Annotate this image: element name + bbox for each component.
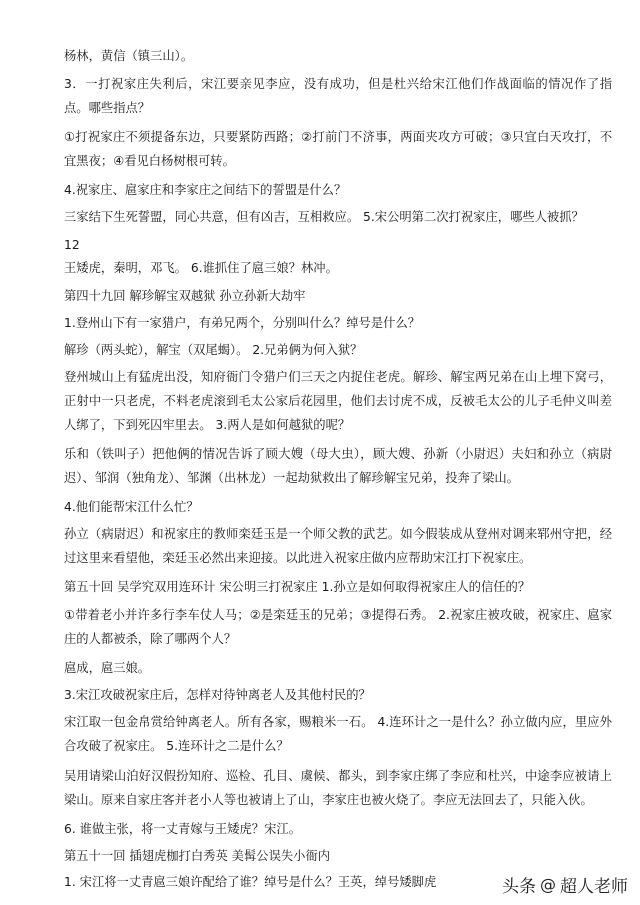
ch49-answer-2: 登州城山上有猛虎出没，知府衙门令猎户们三天之内捉住老虎。解珍、解宝两兄弟在山上埋下窝弓，正射中一只老虎，不料老虎滚到毛太公家后花园里，他们去讨虎不成，反被毛太公的儿子毛仲义叫差人绑了，下到死囚牢里去。 3.两人是如何越狱的呢？ <box>64 370 612 432</box>
text-line-1: 杨林，黄信（镇三山）。 <box>64 49 194 63</box>
chapter-51-title: 第五十一回 插翅虎枷打白秀英 美髯公误失小衙内 <box>64 849 331 863</box>
watermark-platform: 头条 <box>502 877 536 897</box>
ch50-answer-2b: 扈成，扈三娘。 <box>64 661 151 675</box>
ch50-question-6: 6. 谁做主张，将一丈青嫁与王矮虎？宋江。 <box>64 822 301 836</box>
answer-4-oath: 三家结下生死誓盟，同心共意，但有凶吉，互相救应。 5.宋公明第二次打祝家庄，哪些人被抓？ <box>64 210 584 224</box>
answer-3-tips: ①打祝家庄不须提备东边，只要紧防西路；②打前门不济事，两面夹攻方可破；③只宜白天攻打，不宜黑夜；④看见白杨树根可转。 <box>64 130 612 168</box>
watermark-author: 超人老师 <box>560 877 628 897</box>
ch50-answer-1-2: ①带着老小并许多行李车仗人马；②是栾廷玉的兄弟；③提得石秀。 2.祝家庄被攻破，祝家庄、扈家庄的人都被杀，除了哪两个人？ <box>64 608 612 646</box>
ch49-question-4: 4.他们能帮宋江什么忙？ <box>64 500 199 514</box>
page-number: 12 <box>64 238 80 252</box>
question-3-prompt: 3．一打祝家庄失利后，宋江要亲见李应，没有成功，但是杜兴给宋江他们作战面临的情况作了指点。哪些指点？ <box>64 77 612 115</box>
ch49-question-1: 1.登州山下有一家猎户，有弟兄两个，分别叫什么？绰号是什么？ <box>64 316 421 330</box>
watermark-at: @ <box>540 875 556 894</box>
ch49-answer-4: 孙立（病尉迟）和祝家庄的教师栾廷玉是一个师父教的武艺。如今假装成从登州对调来郓州守把，经过这里来看望他，栾廷玉必然出来迎接。以此进入祝家庄做内应帮助宋江打下祝家庄。 <box>64 527 612 565</box>
ch49-answer-3: 乐和（铁叫子）把他俩的情况告诉了顾大嫂（母大虫），顾大嫂、孙新（小尉迟）夫妇和孙立（病尉迟）、邹润（独角龙）、邹渊（出林龙）一起劫狱救出了解珍解宝兄弟，投奔了梁山。 <box>64 447 612 485</box>
chapter-49-title: 第四十九回 解珍解宝双越狱 孙立孙新大劫牢 <box>64 289 306 303</box>
ch50-answer-3-5: 宋江取一包金帛赏给钟离老人。所有各家，赐粮米一石。 4.连环计之一是什么？孙立做内应，里应外合攻破了祝家庄。 5.连环计之二是什么？ <box>64 715 612 753</box>
watermark <box>502 872 628 897</box>
chapter-50-title: 第五十回 吴学究双用连环计 宋公明三打祝家庄 1.孙立是如何取得祝家庄人的信任的？ <box>64 580 531 594</box>
ch50-answer-5: 吴用请梁山泊好汉假扮知府、巡检、孔目、虞候、都头，到李家庄绑了李应和杜兴，中途李应被请上梁山。原来自家庄客并老小人等也被请上了山，李家庄也被火烧了。李应无法回去了，只能入伙。 <box>64 769 612 807</box>
answer-5-6: 王矮虎，秦明，邓飞。 6.谁抓住了扈三娘？林冲。 <box>64 261 338 275</box>
ch51-question-1: 1. 宋江将一丈青扈三娘许配给了谁？绰号是什么？王英，绰号矮脚虎 <box>64 875 437 889</box>
ch50-question-3: 3.宋江攻破祝家庄后，怎样对待钟离老人及其他村民的？ <box>64 688 371 702</box>
ch49-answer-1: 解珍（两头蛇），解宝（双尾蝎）。 2.兄弟俩为何入狱？ <box>64 343 363 357</box>
question-4-oath: 4.祝家庄、扈家庄和李家庄之间结下的誓盟是什么？ <box>64 183 347 197</box>
